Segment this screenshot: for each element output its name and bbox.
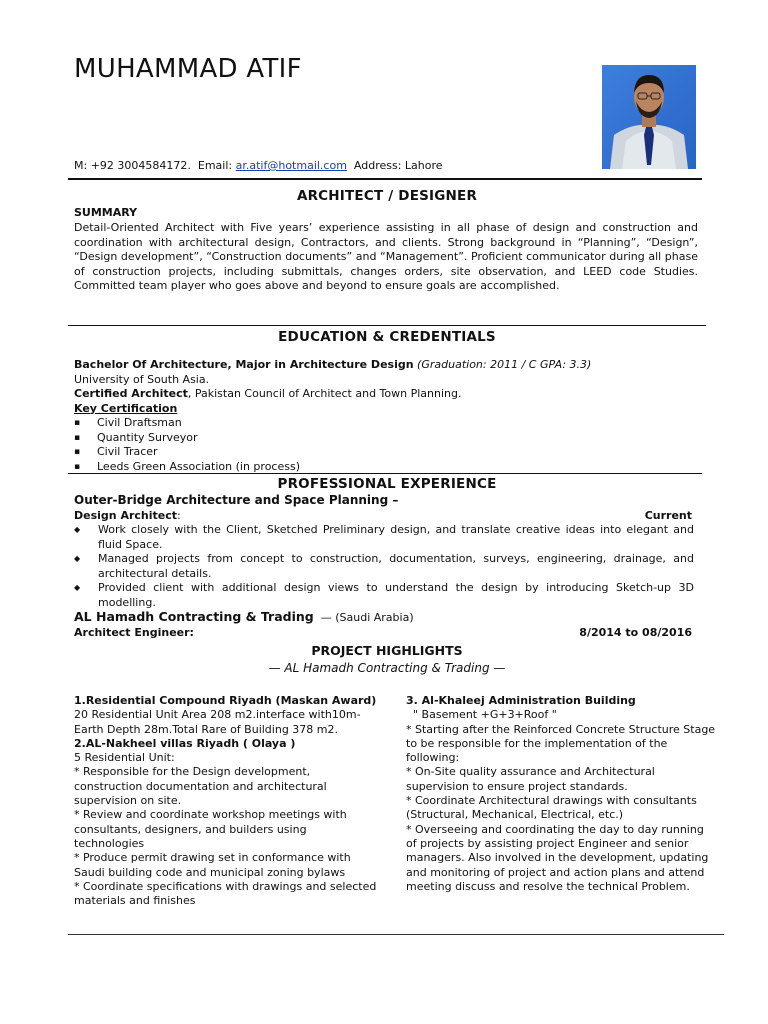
project2-line: * Responsible for the Design development, construction documentation and architectural supervision on site. xyxy=(74,765,327,808)
list-item: ▪ Civil Draftsman xyxy=(74,416,704,431)
contact-address: Address: Lahore xyxy=(346,159,443,172)
job1-role-colon: : xyxy=(177,509,181,522)
list-item: ◆ Work closely with the Client, Sketched Preliminary design, and translate creative ideas into elegant and fluid Space. xyxy=(74,523,694,552)
job1-period: Current xyxy=(644,509,692,522)
list-item: ◆ Provided client with additional design views to understand the design by introducing Sketch-up 3D modelling. xyxy=(74,581,694,610)
certified-line xyxy=(74,387,704,402)
job-title: ARCHITECT / DESIGNER xyxy=(296,188,478,204)
project2-line: * Produce permit drawing set in conformance with Saudi building code and municipal zoning bylaws xyxy=(74,851,351,879)
education-divider xyxy=(68,473,702,474)
list-item: ▪ Leeds Green Association (in process) xyxy=(74,460,704,475)
contact-phone: M: +92 3004584172. Email: xyxy=(74,159,236,172)
list-item: ▪ Civil Tracer xyxy=(74,445,704,460)
degree-line xyxy=(74,358,704,373)
project2-line: 5 Residential Unit: xyxy=(74,751,175,765)
project3-line: " Basement +G+3+Roof " xyxy=(406,708,557,722)
job2-role: Architect Engineer: xyxy=(74,626,194,639)
job2-location: — (Saudi Arabia) xyxy=(313,611,414,624)
job2-period: 8/2014 to 08/2016 xyxy=(579,626,692,639)
footer-divider xyxy=(68,934,724,935)
list-item: ◆ Managed projects from concept to construction, documentation, surveys, engineering, drainage, and architectural details. xyxy=(74,552,694,581)
summary-text: Detail-Oriented Architect with Five years’ experience assisting in all phase of design and construction and coordination with architectural design, Contractors, and clients. Strong background in “Planning”, “Design”, “Design development”, “Construction documents” and “Management”. Proficient communicator during all phase of construction projects, including submittals, changes orders, site observation, and LEED code Studies. Committed team player who goes above and beyond to ensure goals are accomplished. xyxy=(74,221,698,292)
degree-name: Bachelor Of Architecture, Major in Architecture Design xyxy=(74,358,414,371)
university: University of South Asia. xyxy=(74,372,210,386)
candidate-name: MUHAMMAD ATIF xyxy=(74,54,302,84)
projects-right-column xyxy=(406,694,716,894)
degree-note: (Graduation: 2011 / C GPA: 3.3) xyxy=(413,358,592,371)
project3-line: * Coordinate Architectural drawings with consultants (Structural, Mechanical, Electrical, etc.) xyxy=(406,794,697,822)
certified-title: Certified Architect xyxy=(74,387,188,400)
profile-photo xyxy=(602,65,696,169)
key-cert-heading: Key Certification xyxy=(74,401,178,415)
job2-line xyxy=(74,609,414,624)
job1-bullets xyxy=(74,523,694,610)
project3-line: * Starting after the Reinforced Concrete Structure Stage to be responsible for the implementation of the following: xyxy=(406,722,716,765)
certification-list xyxy=(74,416,704,474)
contact-line xyxy=(74,159,443,172)
projects-subheading: — AL Hamadh Contracting & Trading — xyxy=(268,661,506,675)
projects-left-column xyxy=(74,694,380,908)
education-block xyxy=(74,358,704,474)
project3-line: * On-Site quality assurance and Architectural supervision to ensure project standards. xyxy=(406,765,655,793)
project2-line: * Coordinate specifications with drawings and selected materials and finishes xyxy=(74,879,377,908)
job2-company: AL Hamadh Contracting & Trading xyxy=(74,609,314,624)
education-heading: EDUCATION & CREDENTIALS xyxy=(278,329,496,345)
project2-line: * Review and coordinate workshop meetings with consultants, designers, and builders using technologies xyxy=(74,808,347,850)
project3-line: * Overseeing and coordinating the day to day running of projects by assisting project Engineer and senior managers. Also involved in the development, updating and monitoring of project and action plans and attend meeting discuss and resolve the technical Problem. xyxy=(406,822,709,893)
header-divider xyxy=(68,178,702,180)
certified-body: , Pakistan Council of Architect and Town Planning. xyxy=(187,387,462,400)
summary-divider xyxy=(68,325,706,326)
job1-role-line xyxy=(74,509,692,524)
list-item: ▪ Quantity Surveyor xyxy=(74,431,704,446)
job1-role: Design Architect xyxy=(74,509,178,522)
project2-title: 2.AL-Nakheel villas Riyadh ( Olaya ) xyxy=(74,736,296,750)
portrait-image xyxy=(602,65,696,169)
experience-heading: PROFESSIONAL EXPERIENCE xyxy=(277,476,497,492)
projects-heading: PROJECT HIGHLIGHTS xyxy=(311,643,463,658)
summary-heading: SUMMARY xyxy=(74,206,138,219)
email-link[interactable]: ar.atif@hotmail.com xyxy=(235,159,347,172)
job1-company: Outer-Bridge Architecture and Space Planning – xyxy=(74,493,399,507)
project3-title: 3. Al-Khaleej Administration Building xyxy=(406,694,636,707)
job2-role-line xyxy=(74,626,692,641)
project1-title: 1.Residential Compound Riyadh (Maskan Award) xyxy=(74,694,377,707)
project1-text: 20 Residential Unit Area 208 m2.interface with10m-Earth Depth 28m.Total Rare of Building 378 m2. xyxy=(74,708,361,736)
